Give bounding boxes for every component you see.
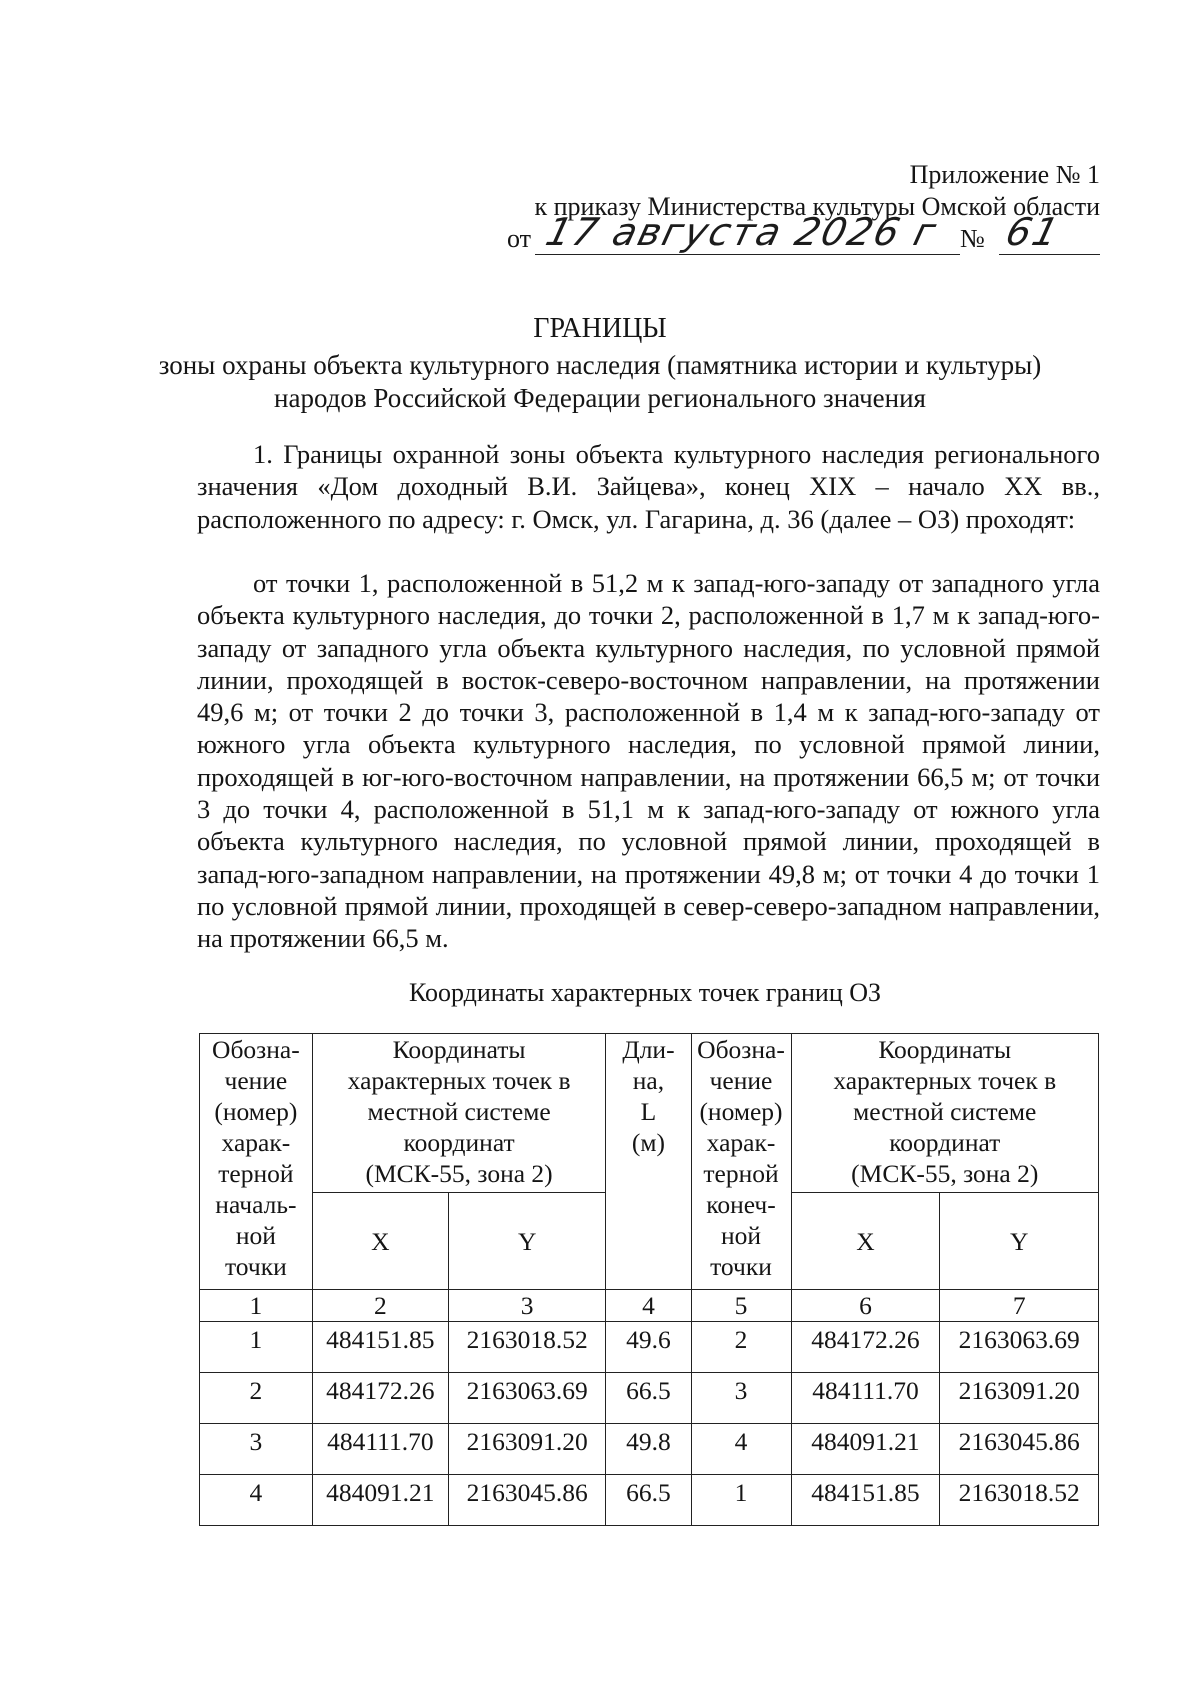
table-cell: 1 [200,1322,313,1373]
date-underline [535,254,960,255]
handwritten-date: 17 августа 2026 г [541,210,943,254]
paragraph-boundaries-intro: 1. Границы охранной зоны объекта культурного наследия регионального значения «Дом доходный В.И. Зайцева», конец XIX – начало XX вв., расположенного по адресу: г. Омск, ул. Гагарина, д. 36 (далее – ОЗ) проходят: [197,439,1100,534]
document-title: ГРАНИЦЫ [533,313,667,344]
table-row [200,1322,1099,1373]
table-cell: 4 [200,1475,313,1526]
column-index: 6 [791,1290,940,1322]
table-cell: 66.5 [606,1373,691,1424]
table-cell: 2 [200,1373,313,1424]
table-cell: 484151.85 [312,1322,448,1373]
table-cell: 2163063.69 [448,1373,605,1424]
header-y-start: Y [448,1193,605,1290]
table-cell: 484172.26 [791,1322,940,1373]
table-caption: Координаты характерных точек границ ОЗ [408,978,882,1007]
table-cell: 2163063.69 [940,1322,1099,1373]
table-row [200,1424,1099,1475]
table-cell: 2 [691,1322,791,1373]
table-row [200,1373,1099,1424]
header-start-point: Обозна- чение (номер) харак- терной началь- ной точки [200,1034,313,1290]
handwritten-number: 61 [1001,210,1065,254]
table-cell: 1 [691,1475,791,1526]
table-cell: 4 [691,1424,791,1475]
table-cell: 3 [200,1424,313,1475]
table-cell: 49.8 [606,1424,691,1475]
column-index: 4 [606,1290,691,1322]
header-coords-end: Координаты характерных точек в местной системе координат (МСК-55, зона 2) [791,1034,1099,1193]
appendix-number: Приложение № 1 [909,160,1100,189]
appendix-order-ref: к приказу Министерства культуры Омской области [534,192,1100,221]
document-subtitle-line2: народов Российской Федерации регионального значения [274,383,926,413]
header-end-point: Обозна- чение (номер) харак- терной конеч- ной точки [691,1034,791,1290]
header-y-end: Y [940,1193,1099,1290]
table-cell: 49.6 [606,1322,691,1373]
document-subtitle-line1: зоны охраны объекта культурного наследия (памятника истории и культуры) [158,350,1042,380]
table-cell: 3 [691,1373,791,1424]
appendix-date-line [507,210,1100,258]
table-cell: 2163091.20 [940,1373,1099,1424]
header-x-end: X [791,1193,940,1290]
header-x-start: X [312,1193,448,1290]
number-underline [999,254,1100,255]
table-cell: 484172.26 [312,1373,448,1424]
table-cell: 2163091.20 [448,1424,605,1475]
table-cell: 66.5 [606,1475,691,1526]
from-label: от [507,224,532,253]
header-coords-start: Координаты характерных точек в местной системе координат (МСК-55, зона 2) [312,1034,606,1193]
table-cell: 484091.21 [791,1424,940,1475]
table-cell: 484091.21 [312,1475,448,1526]
table-cell: 2163018.52 [940,1475,1099,1526]
column-index: 1 [200,1290,313,1322]
table-cell: 484151.85 [791,1475,940,1526]
table-cell: 2163045.86 [448,1475,605,1526]
table-row [200,1475,1099,1526]
number-label: № [960,224,985,253]
column-index: 7 [940,1290,1099,1322]
column-index-row [200,1290,1099,1322]
table-cell: 2163018.52 [448,1322,605,1373]
coordinates-table [199,1033,1099,1526]
table-cell: 484111.70 [791,1373,940,1424]
column-index: 3 [448,1290,605,1322]
table-cell: 484111.70 [312,1424,448,1475]
column-index: 2 [312,1290,448,1322]
paragraph-boundaries-description: от точки 1, расположенной в 51,2 м к запад-юго-западу от западного угла объекта культурного наследия, до точки 2, расположенной в 1,7 м к запад-юго-западу от западного угла объекта культурного наследия, по условной прямой линии, проходящей в восток-северо-восточном направлении, на протяжении 49,6 м; от точки 2 до точки 3, расположенной в 1,4 м к запад-юго-западу от южного угла объекта культурного наследия, по условной прямой линии, проходящей в юг-юго-восточном направлении, на протяжении 66,5 м; от точки 3 до точки 4, расположенной в 51,1 м к запад-юго-западу от южного угла объекта культурного наследия, по условной прямой линии, проходящей в запад-юго-западном направлении, на протяжении 49,8 м; от точки 4 до точки 1 по условной прямой линии, проходящей в север-северо-западном направлении, на протяжении 66,5 м. [197,568,1100,954]
table-cell: 2163045.86 [940,1424,1099,1475]
column-index: 5 [691,1290,791,1322]
header-length: Дли- на, L (м) [606,1034,691,1290]
